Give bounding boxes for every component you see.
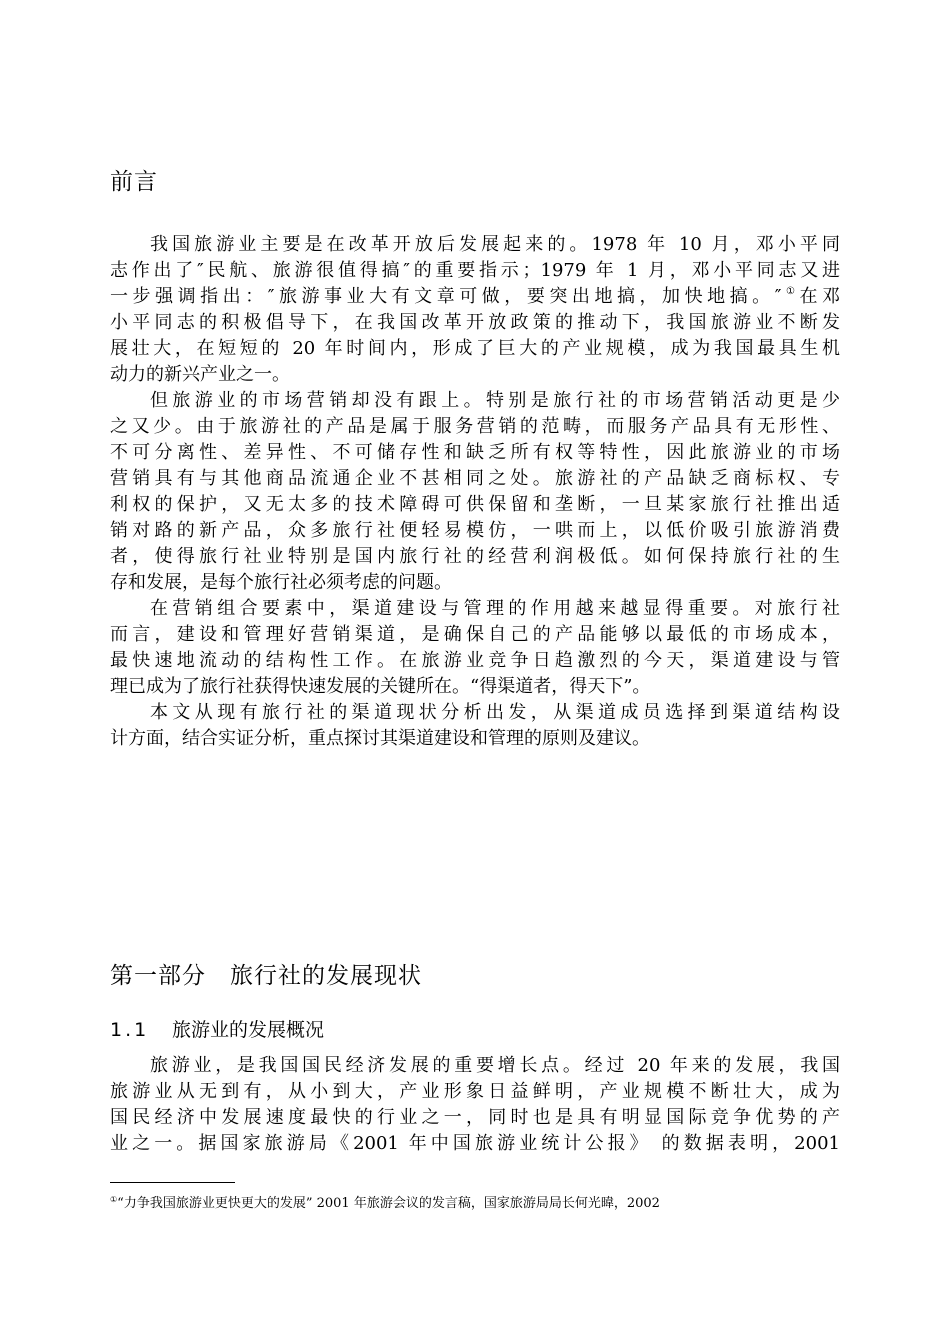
- paragraph: [110, 596, 840, 700]
- section-title: 旅游业的发展概况: [172, 1019, 325, 1041]
- part1-title: 第一部分 旅行社的发展现状: [110, 963, 422, 989]
- paragraph: [110, 388, 840, 596]
- text-line: 在营销组合要素中，渠道建设与管理的作用越来越显得重要。对旅行社: [150, 598, 840, 619]
- section-1-1-heading: [110, 1015, 324, 1042]
- text-line: 本文从现有旅行社的渠道现状分析出发，从渠道成员选择到渠道结构设: [150, 702, 840, 723]
- text-line: 动力的新兴产业之一。: [110, 364, 290, 385]
- footnote-divider: [110, 1182, 235, 1183]
- text-line: 而言，建设和管理好营销渠道，是确保自己的产品能够以最低的市场成本，: [110, 624, 840, 645]
- footnote: [110, 1192, 660, 1211]
- text-line: 之又少。由于旅游社的产品是属于服务营销的范畴，而服务产品具有无形性、: [110, 416, 840, 437]
- text-line: 旅游业，是我国国民经济发展的重要增长点。经过 20 年来的发展，我国: [150, 1055, 840, 1076]
- text-line: 销对路的新产品，众多旅行社便轻易模仿，一哄而上，以低价吸引旅游消费: [110, 520, 840, 541]
- preface-body: [110, 232, 840, 752]
- text-line: 但旅游业的市场营销却没有跟上。特别是旅行社的市场营销活动更是少: [150, 390, 840, 411]
- footnote-text: “力争我国旅游业更快更大的发展” 2001 年旅游会议的发言稿，国家旅游局局长何光暐，2002: [117, 1196, 660, 1211]
- text-run: 在邓: [799, 286, 840, 307]
- text-line: 理已成为了旅行社获得快速发展的关键所在。“得渠道者，得天下”。: [110, 676, 651, 697]
- paragraph: [110, 1053, 840, 1157]
- text-line: 存和发展，是每个旅行社必须考虑的问题。: [110, 572, 452, 593]
- text-line: 不可分离性、差异性、不可储存性和缺乏所有权等特性，因此旅游业的市场: [110, 442, 840, 463]
- text-line: 小平同志的积极倡导下，在我国改革开放政策的推动下，我国旅游业不断发: [110, 312, 840, 333]
- text-line: [110, 284, 840, 310]
- text-line: 展壮大，在短短的 20 年时间内，形成了巨大的产业规模，成为我国最具生机: [110, 338, 840, 359]
- footnote-reference: ①: [781, 286, 800, 297]
- text-line: 业之一。据国家旅游局《2001 年中国旅游业统计公报》 的数据表明，2001: [110, 1133, 840, 1154]
- text-line: 志作出了″民航、旅游很值得搞″的重要指示；1979 年 1 月，邓小平同志又进: [110, 260, 840, 281]
- footnote-marker: ①: [110, 1195, 118, 1204]
- paragraph: [110, 232, 840, 388]
- text-line: 者，使得旅行社业特别是国内旅行社的经营利润极低。如何保持旅行社的生: [110, 546, 840, 567]
- preface-title: 前言: [110, 169, 158, 195]
- section-1-1-body: [110, 1053, 840, 1157]
- text-line: 我国旅游业主要是在改革开放后发展起来的。1978 年 10 月，邓小平同: [150, 234, 840, 255]
- section-number: 1.1: [110, 1019, 150, 1041]
- text-line: 最快速地流动的结构性工作。在旅游业竞争日趋激烈的今天，渠道建设与管: [110, 650, 840, 671]
- text-line: 计方面，结合实证分析，重点探讨其渠道建设和管理的原则及建议。: [110, 728, 650, 749]
- text-line: 国民经济中发展速度最快的行业之一，同时也是具有明显国际竞争优势的产: [110, 1107, 840, 1128]
- text-line: 旅游业从无到有，从小到大，产业形象日益鲜明，产业规模不断壮大，成为: [110, 1081, 840, 1102]
- text-run: 一步强调指出：″旅游事业大有文章可做，要突出地搞，加快地搞。″: [110, 286, 782, 307]
- text-line: 营销具有与其他商品流通企业不甚相同之处。旅游社的产品缺乏商标权、专: [110, 468, 840, 489]
- paragraph: [110, 700, 840, 752]
- text-line: 利权的保护，又无太多的技术障碍可供保留和垄断，一旦某家旅行社推出适: [110, 494, 840, 515]
